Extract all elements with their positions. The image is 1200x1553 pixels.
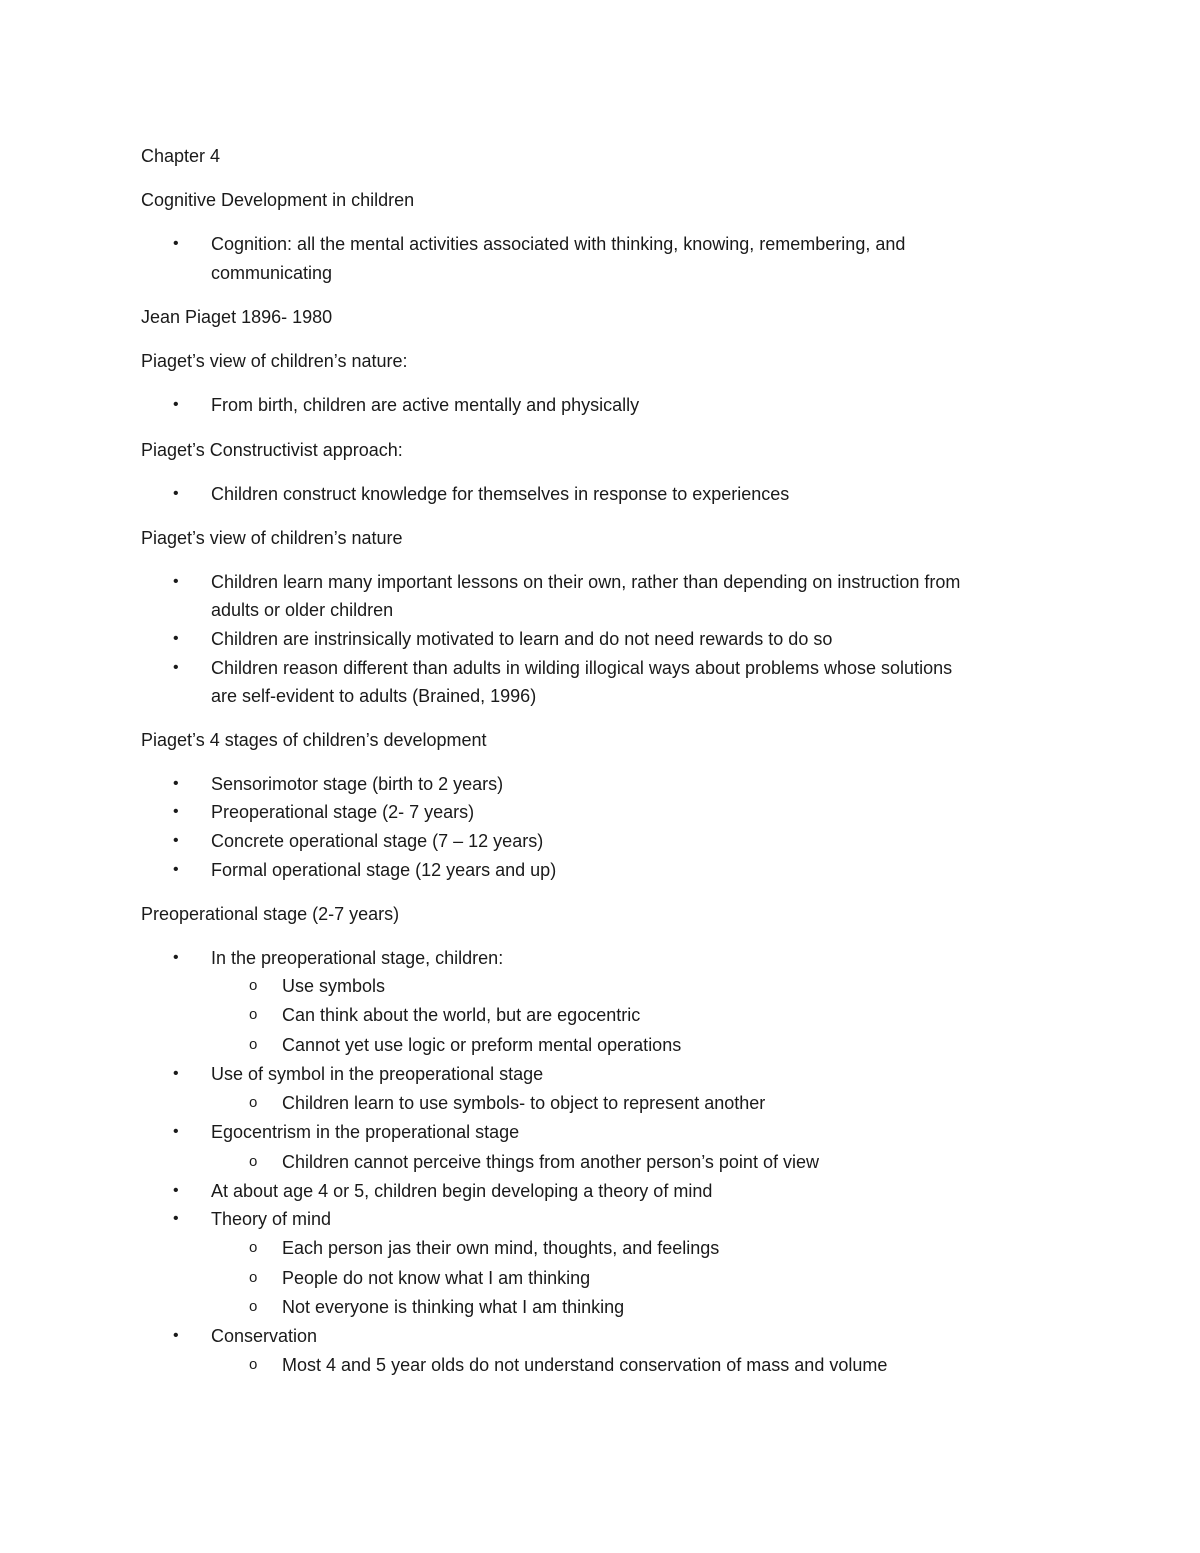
sub-list-item: Each person jas their own mind, thoughts, and feelings [282,1238,720,1258]
section-heading: Piaget’s 4 stages of children’s development [141,730,487,750]
bullet-icon: • [173,1065,179,1082]
sub-list-item: Not everyone is thinking what I am thinking [282,1297,625,1317]
bullet-icon: • [173,861,179,878]
list-item: Concrete operational stage (7 – 12 years) [211,831,544,851]
sub-list-item: Children cannot perceive things from another person’s point of view [282,1152,819,1172]
bullet-icon: • [173,573,179,590]
bullet-icon: • [173,630,179,647]
bullet-icon: • [173,1123,179,1140]
bullet-icon: • [173,1210,179,1227]
list-item-continuation: communicating [211,263,333,283]
sub-bullet-icon: o [249,1036,258,1053]
sub-bullet-icon: o [249,1094,258,1111]
sub-bullet-icon: o [249,1298,258,1315]
sub-list-item: Cannot yet use logic or preform mental operations [282,1035,682,1055]
bullet-icon: • [173,832,179,849]
list-item: Use of symbol in the preoperational stage [211,1064,544,1084]
list-item: Egocentrism in the properational stage [211,1122,520,1142]
list-item-continuation: adults or older children [211,600,394,620]
bullet-icon: • [173,659,179,676]
sub-bullet-icon: o [249,1269,258,1286]
section-heading: Preoperational stage (2-7 years) [141,904,400,924]
sub-list-item: Children learn to use symbols- to object to represent another [282,1093,766,1113]
list-item: Children are instrinsically motivated to learn and do not need rewards to do so [211,629,833,649]
list-item: Children learn many important lessons on their own, rather than depending on instruction from [211,572,961,592]
section-heading: Piaget’s view of children’s nature: [141,351,408,371]
list-item: Theory of mind [211,1209,332,1229]
sub-list-item: Most 4 and 5 year olds do not understand conservation of mass and volume [282,1355,888,1375]
sub-list-item: People do not know what I am thinking [282,1268,591,1288]
list-item: At about age 4 or 5, children begin developing a theory of mind [211,1181,713,1201]
bullet-icon: • [173,396,179,413]
bullet-icon: • [173,235,179,252]
bullet-icon: • [173,485,179,502]
list-item-continuation: are self-evident to adults (Brained, 1996) [211,686,537,706]
list-item: From birth, children are active mentally and physically [211,395,640,415]
sub-list-item: Can think about the world, but are egocentric [282,1005,641,1025]
sub-list-item: Use symbols [282,976,386,996]
list-item: In the preoperational stage, children: [211,948,504,968]
chapter-subtitle: Cognitive Development in children [141,190,415,210]
section-heading: Jean Piaget 1896- 1980 [141,307,333,327]
sub-bullet-icon: o [249,1153,258,1170]
chapter-title: Chapter 4 [141,146,221,166]
list-item: Children reason different than adults in wilding illogical ways about problems whose solutions [211,658,953,678]
list-item: Children construct knowledge for themselves in response to experiences [211,484,790,504]
sub-bullet-icon: o [249,1356,258,1373]
sub-bullet-icon: o [249,977,258,994]
bullet-icon: • [173,775,179,792]
list-item: Cognition: all the mental activities associated with thinking, knowing, remembering, and [211,234,906,254]
bullet-icon: • [173,949,179,966]
bullet-icon: • [173,1182,179,1199]
section-heading: Piaget’s Constructivist approach: [141,440,403,460]
section-heading: Piaget’s view of children’s nature [141,528,403,548]
list-item: Formal operational stage (12 years and up) [211,860,557,880]
bullet-icon: • [173,1327,179,1344]
list-item: Sensorimotor stage (birth to 2 years) [211,774,504,794]
list-item: Conservation [211,1326,318,1346]
sub-bullet-icon: o [249,1239,258,1256]
list-item: Preoperational stage (2- 7 years) [211,802,475,822]
sub-bullet-icon: o [249,1006,258,1023]
bullet-icon: • [173,803,179,820]
